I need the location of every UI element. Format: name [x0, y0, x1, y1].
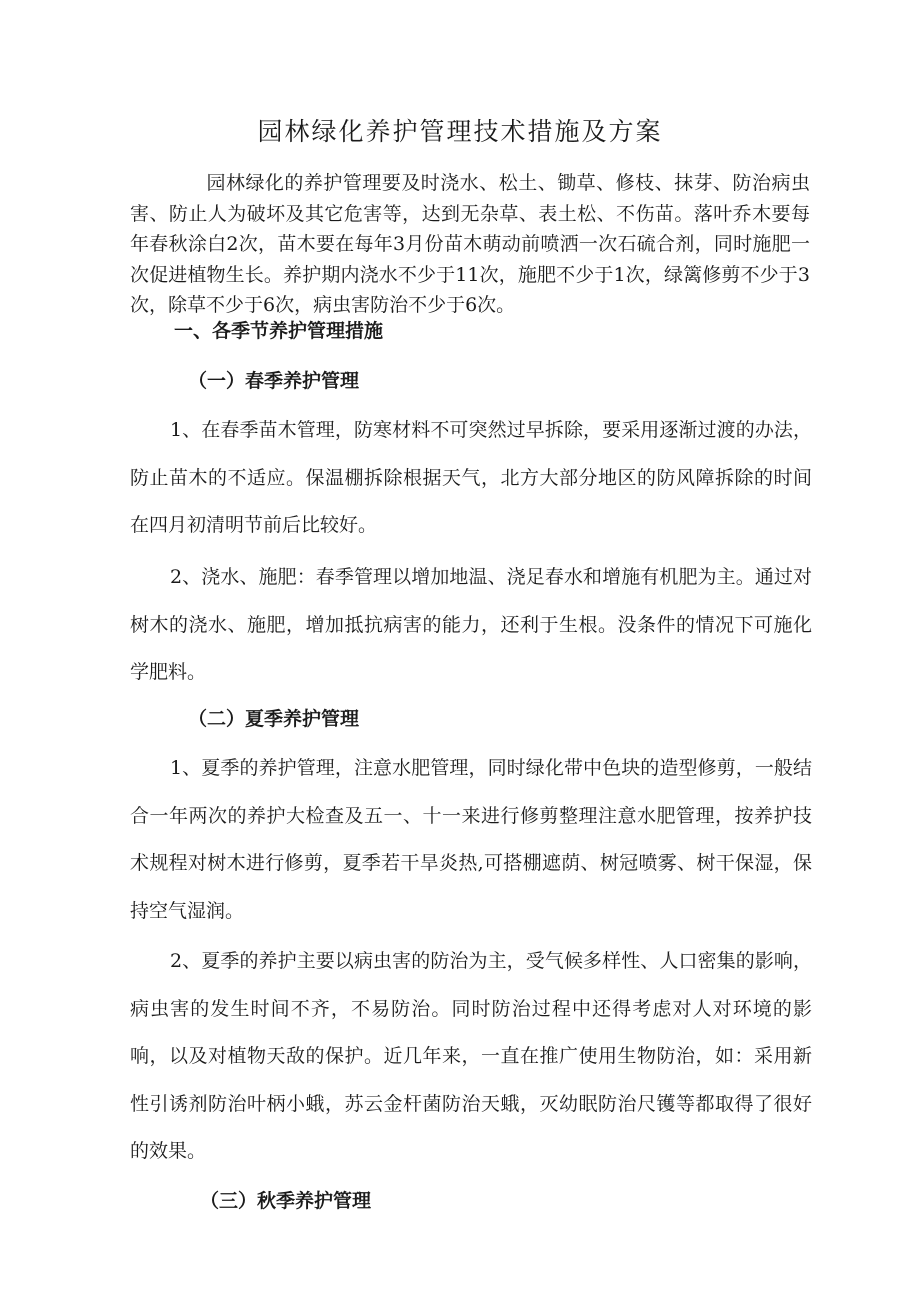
- subsection-heading-autumn: （三）秋季养护管理: [200, 1190, 372, 1212]
- intro-paragraph: [130, 168, 810, 321]
- intro-text: 园林绿化的养护管理要及时浇水、松土、锄草、修枝、抹芽、防治病虫害、防止人为破坏及其它危害等，达到无杂草、表土松、不伤苗。落叶乔木要每年春秋涂白2次，苗木要在每年3月份苗木萌动前喷洒一次石硫合剂，同时施肥一次促进植物生长。养护期内浇水不少于11次，施肥不少于1次，绿篱修剪不少于3次，除草不少于6次，病虫害防治不少于6次。: [130, 172, 810, 316]
- document-title: 园林绿化养护管理技术措施及方案: [257, 117, 663, 146]
- section-heading-seasonal-measures: 一、各季节养护管理措施: [174, 320, 384, 342]
- summer-paragraph-1: 1、夏季的养护管理，注意水肥管理，同时绿化带中色块的造型修剪，一般结合一年两次的养护大检查及五一、十一来进行修剪整理注意水肥管理，按养护技术规程对树木进行修剪，夏季若干旱炎热,可搭棚遮荫、树冠喷雾、树干保湿，保持空气湿润。: [130, 757, 812, 922]
- spring-paragraph-1: 1、在春季苗木管理，防寒材料不可突然过早拆除，要采用逐渐过渡的办法，防止苗木的不适应。保温棚拆除根据天气，北方大部分地区的防风障拆除的时间在四月初清明节前后比较好。: [130, 419, 812, 536]
- subsection-heading-summer: （二）夏季养护管理: [188, 708, 360, 730]
- subsection-heading-spring: （一）春季养护管理: [188, 370, 360, 392]
- spring-paragraph-2: 2、浇水、施肥：春季管理以增加地温、浇足春水和增施有机肥为主。通过对树木的浇水、施肥，增加抵抗病害的能力，还利于生根。没条件的情况下可施化学肥料。: [130, 566, 812, 683]
- summer-paragraph-2: 2、夏季的养护主要以病虫害的防治为主，受气候多样性、人口密集的影响，病虫害的发生时间不齐，不易防治。同时防治过程中还得考虑对人对环境的影响，以及对植物天敌的保护。近几年来，一直在推广使用生物防治，如：采用新性引诱剂防治叶柄小蛾，苏云金杆菌防治天蛾，灭幼眠防治尺镬等都取得了很好的效果。: [130, 950, 812, 1162]
